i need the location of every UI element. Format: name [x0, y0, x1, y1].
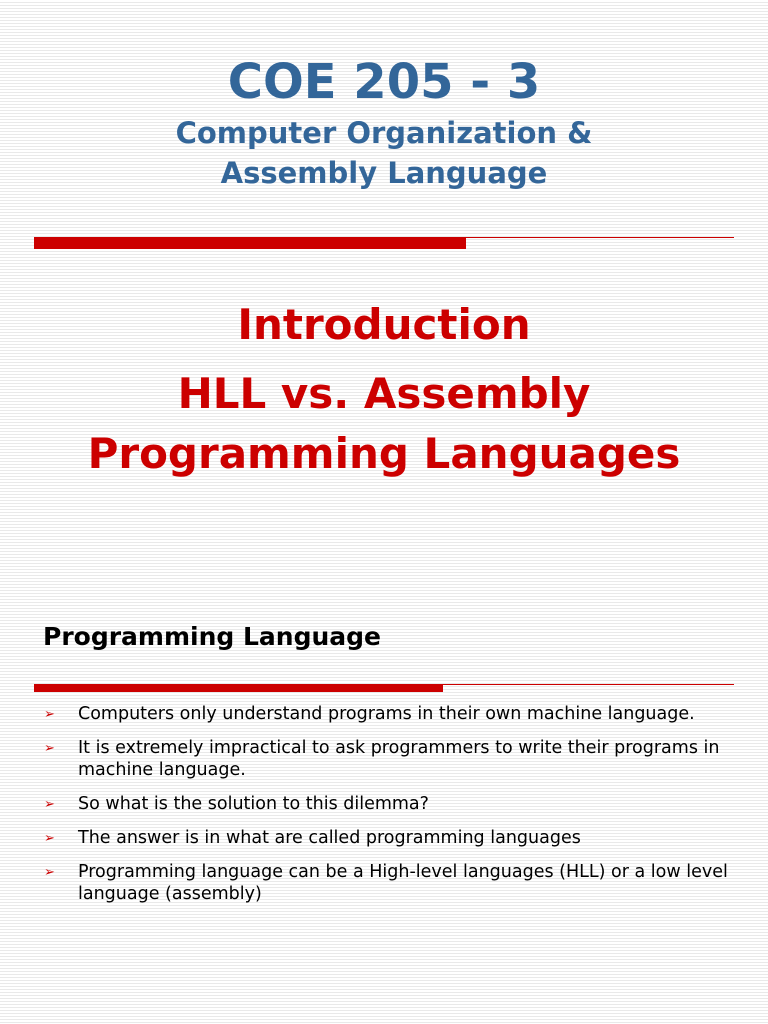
bullet-item	[42, 793, 732, 815]
bullet-text: It is extremely impractical to ask programmers to write their programs in machine language.	[78, 738, 720, 780]
bullet-item	[42, 703, 732, 725]
bullet-item	[42, 737, 732, 781]
course-subtitle	[0, 113, 768, 193]
bullet-text: Programming language can be a High-level languages (HLL) or a low level language (assembly)	[78, 862, 728, 904]
bullet-text: So what is the solution to this dilemma?	[78, 794, 429, 814]
intro-title: Introduction	[237, 300, 531, 349]
bullet-item	[42, 861, 732, 905]
intro-subtitle	[0, 364, 768, 484]
title-divider-thick	[34, 237, 466, 249]
arrowhead-bullet-icon: ➢	[44, 797, 55, 812]
section-heading: Programming Language	[43, 622, 382, 651]
bullet-text: Computers only understand programs in their own machine language.	[78, 704, 695, 724]
section-divider-thick	[34, 684, 443, 692]
bullet-text: The answer is in what are called programming languages	[78, 828, 581, 848]
bullet-item	[42, 827, 732, 849]
arrowhead-bullet-icon: ➢	[44, 865, 55, 880]
course-code: COE 205 - 3	[227, 54, 541, 110]
course-subtitle-line-2: Assembly Language	[220, 156, 548, 190]
course-subtitle-line-1: Computer Organization &	[175, 116, 593, 150]
bullet-list	[42, 703, 732, 917]
arrowhead-bullet-icon: ➢	[44, 741, 55, 756]
intro-subtitle-line-1: HLL vs. Assembly	[177, 369, 591, 418]
intro-subtitle-line-2: Programming Languages	[87, 429, 681, 478]
arrowhead-bullet-icon: ➢	[44, 707, 55, 722]
arrowhead-bullet-icon: ➢	[44, 831, 55, 846]
